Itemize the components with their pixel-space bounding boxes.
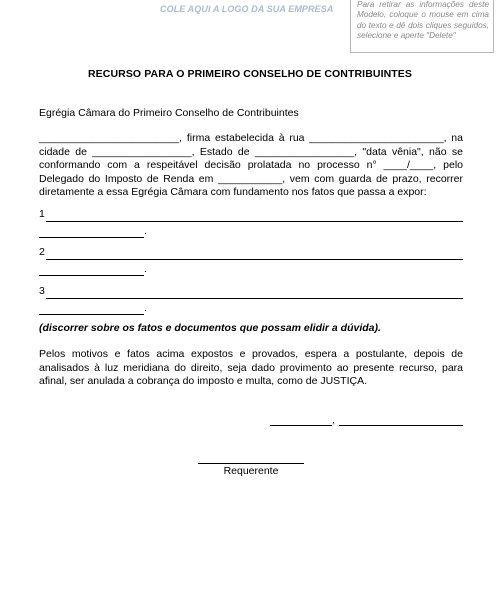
fact-item-end: .: [144, 224, 147, 237]
blank-line: [39, 265, 144, 276]
fact-item-number: 3: [39, 285, 45, 297]
place-blank: [270, 415, 332, 426]
instructions-note[interactable]: Para retirar as informações deste Modelo, coloque o mouse em cima do texto e dê dois cliques seguidos, selecione e aperte "Delete": [350, 0, 494, 53]
date-separator: ,: [332, 414, 335, 426]
place-date-line: [270, 414, 463, 426]
intro-paragraph: ________________________, firma estabelecida à rua _______________________, na cidade de _________________, Estado de _________________, "data vênia", não se conformando com a respeitável decisão prolatada no processo n° ____/____, pelo Delegado do Imposto de Renda em ___________, vem com guarda de prazo, recorrer diretamente a essa Egrégia Câmara com fundamento nos fatos que passa a expor:: [39, 132, 463, 198]
salutation: Egrégia Câmara do Primeiro Conselho de Contribuintes: [39, 107, 299, 119]
fact-item-number: 2: [39, 246, 45, 258]
fact-item-end: .: [144, 301, 147, 314]
discuss-note: (discorrer sobre os fatos e documentos que possam elidir a dúvida).: [39, 322, 381, 334]
blank-line: [39, 304, 144, 315]
fact-item-3: [39, 285, 463, 315]
signature-line: [198, 463, 304, 464]
fact-item-2: [39, 246, 463, 276]
closing-paragraph: Pelos motivos e fatos acima expostos e provados, espera a postulante, depois de analisados à luz meridiana do direito, seja dado provimento ao presente recurso, para afinal, ser anulada a cobrança do imposto e multa, como de JUSTIÇA.: [39, 348, 463, 387]
document-title: RECURSO PARA O PRIMEIRO CONSELHO DE CONTRIBUINTES: [87, 68, 412, 80]
logo-placeholder: COLE AQUI A LOGO DA SUA EMPRESA: [160, 4, 334, 14]
blank-line: [39, 227, 144, 238]
fact-item-number: 1: [39, 208, 45, 220]
blank-line: [46, 211, 463, 222]
fact-item-1: [39, 208, 463, 238]
signature-label: Requerente: [223, 465, 279, 477]
blank-line: [46, 288, 463, 299]
blank-line: [46, 249, 463, 260]
date-blank: [339, 415, 463, 426]
fact-item-end: .: [144, 262, 147, 275]
